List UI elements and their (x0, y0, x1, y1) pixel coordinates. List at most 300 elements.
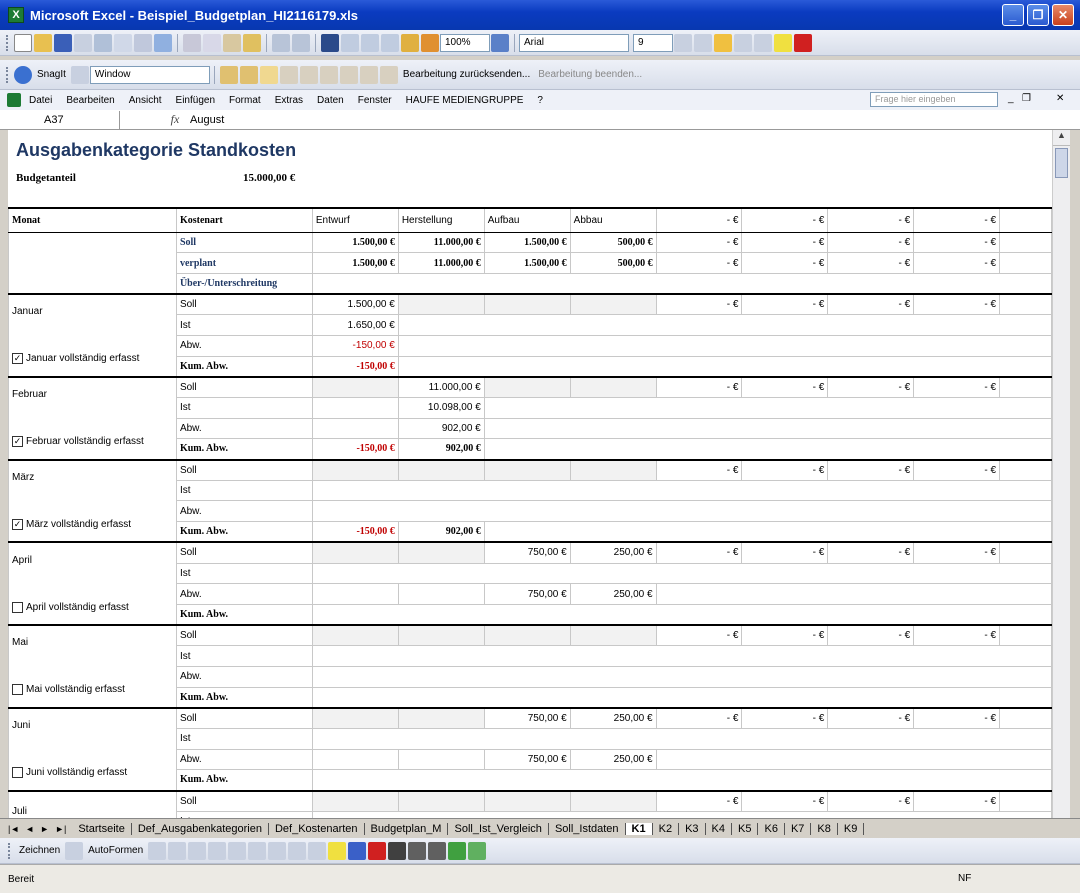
dash-cell[interactable]: - € (914, 377, 1000, 398)
cell[interactable] (312, 625, 398, 646)
summary-soll-entwurf[interactable]: 1.500,00 € (312, 232, 398, 253)
header-entwurf[interactable]: Entwurf (312, 208, 398, 232)
close-button[interactable]: ✕ (1052, 4, 1074, 26)
row-label-ist[interactable]: Ist (176, 315, 312, 336)
dash-cell[interactable]: - € (828, 542, 914, 563)
print-preview-icon[interactable] (134, 34, 152, 52)
februar-kum-herstellung[interactable]: 902,00 € (398, 439, 484, 460)
month-checkbox-april[interactable] (12, 602, 173, 613)
line-icon[interactable] (148, 842, 166, 860)
workbook-icon[interactable] (7, 93, 21, 107)
function-icon[interactable]: fx (170, 112, 180, 126)
summary-verplant-entwurf[interactable]: 1.500,00 € (312, 253, 398, 274)
menu-fenster[interactable]: Fenster (357, 94, 392, 106)
chart-wizard-icon[interactable] (401, 34, 419, 52)
month-cell-januar[interactable] (9, 294, 177, 377)
tab-next-icon[interactable]: ► (40, 823, 50, 834)
month-checkbox-januar[interactable] (12, 353, 173, 364)
menu-help[interactable]: ? (537, 94, 543, 106)
fill-color-icon[interactable] (328, 842, 346, 860)
spelling-icon[interactable] (154, 34, 172, 52)
toolbar-grip[interactable] (6, 35, 9, 51)
drawing-icon[interactable] (421, 34, 439, 52)
cell[interactable] (570, 791, 656, 812)
dash-cell[interactable]: - € (656, 708, 742, 729)
menu-datei[interactable]: Datei (29, 94, 53, 106)
cell[interactable] (570, 460, 656, 481)
menu-haufe[interactable]: HAUFE MEDIENGRUPPE (405, 94, 524, 106)
worksheet[interactable] (8, 130, 1052, 818)
review-icon-4[interactable] (280, 66, 298, 84)
clipart-icon[interactable] (288, 842, 306, 860)
review-icon-1[interactable] (220, 66, 238, 84)
dash-cell[interactable]: - € (656, 791, 742, 812)
row-label-abw[interactable]: Abw. (176, 501, 312, 522)
cell[interactable] (312, 460, 398, 481)
snagit-icon[interactable] (14, 66, 32, 84)
autosum-icon[interactable] (341, 34, 359, 52)
menu-ansicht[interactable]: Ansicht (128, 94, 162, 106)
month-cell-juni[interactable] (9, 708, 177, 791)
cell[interactable] (312, 418, 398, 439)
month-row-soll (9, 294, 1052, 315)
bold-icon[interactable] (674, 34, 692, 52)
month-checkbox-mai[interactable] (12, 684, 173, 695)
dash-cell[interactable]: - € (828, 460, 914, 481)
menu-einfuegen[interactable]: Einfügen (175, 94, 216, 106)
dash-cell[interactable]: - € (828, 625, 914, 646)
januar-ist-entwurf[interactable]: 1.650,00 € (312, 315, 398, 336)
cell[interactable] (312, 273, 1051, 294)
header-empty-3[interactable]: - € (828, 208, 914, 232)
month-checkbox-juni[interactable] (12, 767, 173, 778)
row-label-soll[interactable]: Soll (176, 625, 312, 646)
cell[interactable] (656, 749, 1051, 770)
cell[interactable] (570, 294, 656, 315)
tab-budgetplan-m[interactable]: Budgetplan_M (365, 823, 449, 835)
dash-cell[interactable]: - € (656, 294, 742, 315)
cell[interactable] (312, 584, 398, 605)
dash-cell[interactable]: - € (742, 377, 828, 398)
workbook-minimize-icon[interactable]: _ (1008, 93, 1014, 104)
dash-cell[interactable]: - € (914, 708, 1000, 729)
checkbox-checked-icon[interactable]: ✓ (13, 353, 22, 364)
month-cell-april[interactable] (9, 542, 177, 625)
februar-kum-entwurf[interactable]: -150,00 € (312, 439, 398, 460)
summary-verplant-abbau[interactable]: 500,00 € (570, 253, 656, 274)
cell[interactable] (398, 708, 484, 729)
header-empty-1[interactable]: - € (656, 208, 742, 232)
row-label-abw[interactable]: Abw. (176, 418, 312, 439)
dash-cell[interactable]: - € (742, 460, 828, 481)
row-label-soll[interactable]: Soll (176, 377, 312, 398)
cell[interactable] (312, 666, 1051, 687)
hyperlink-icon[interactable] (321, 34, 339, 52)
april-soll-aufbau[interactable]: 750,00 € (484, 542, 570, 563)
cell[interactable] (1000, 625, 1052, 646)
tab-k1[interactable]: K1 (626, 823, 653, 835)
cell[interactable] (398, 460, 484, 481)
tab-soll-istdaten[interactable]: Soll_Istdaten (549, 823, 626, 835)
arrow-icon[interactable] (168, 842, 186, 860)
cell[interactable] (570, 625, 656, 646)
cell[interactable] (1000, 791, 1052, 812)
row-label-ist[interactable] (176, 811, 312, 818)
row-label-soll[interactable]: Soll (176, 294, 312, 315)
extra-toolbar (0, 60, 1080, 90)
dash-cell[interactable]: - € (828, 791, 914, 812)
scroll-thumb[interactable] (1055, 148, 1068, 178)
cell[interactable] (1000, 377, 1052, 398)
copy-icon[interactable] (203, 34, 221, 52)
row-label-abw[interactable]: Abw. (176, 749, 312, 770)
juni-soll-aufbau[interactable]: 750,00 € (484, 708, 570, 729)
row-label-abw[interactable]: Abw. (176, 666, 312, 687)
cell[interactable] (312, 708, 398, 729)
dash-cell[interactable]: - € (742, 542, 828, 563)
summary-verplant-aufbau[interactable]: 1.500,00 € (484, 253, 570, 274)
menu-format[interactable]: Format (229, 94, 261, 106)
tab-def-ausgabenkategorien[interactable]: Def_Ausgabenkategorien (132, 823, 269, 835)
tab-k3[interactable]: K3 (679, 823, 705, 835)
cell[interactable] (484, 522, 1051, 543)
font-name-select[interactable]: Arial (519, 34, 629, 52)
cell[interactable] (484, 418, 1051, 439)
dash-cell[interactable]: - € (828, 232, 914, 253)
row-label-kum[interactable]: Kum. Abw. (176, 439, 312, 460)
line-style-icon[interactable] (388, 842, 406, 860)
shadow-icon[interactable] (448, 842, 466, 860)
zoom-select[interactable]: 100% (440, 34, 490, 52)
euro-icon[interactable] (754, 34, 772, 52)
cell[interactable] (312, 604, 1051, 625)
workbook-close-icon[interactable]: ✕ (1056, 93, 1065, 104)
row-label-soll[interactable]: Soll (176, 460, 312, 481)
header-herstellung[interactable]: Herstellung (398, 208, 484, 232)
restore-button[interactable]: ❐ (1027, 4, 1049, 26)
snagit-button[interactable]: SnagIt (37, 69, 66, 80)
cell[interactable] (656, 584, 1051, 605)
menu-extras[interactable]: Extras (274, 94, 304, 106)
autoshapes-button[interactable]: AutoFormen (88, 845, 144, 856)
summary-ueber-label[interactable]: Über-/Unterschreitung (176, 273, 312, 294)
cell[interactable] (1000, 208, 1052, 232)
permission-icon[interactable] (74, 34, 92, 52)
wordart-icon[interactable] (248, 842, 266, 860)
review-reply-button[interactable]: Bearbeitung zurücksenden... (402, 69, 531, 80)
dash-cell[interactable]: - € (828, 294, 914, 315)
april-soll-abbau[interactable]: 250,00 € (570, 542, 656, 563)
checkbox-checked-icon[interactable]: ✓ (13, 518, 22, 529)
dash-cell[interactable]: - € (914, 294, 1000, 315)
dash-cell[interactable]: - € (742, 708, 828, 729)
dash-cell[interactable]: - € (742, 253, 828, 274)
cell[interactable] (484, 439, 1051, 460)
month-checkbox-februar[interactable] (12, 436, 173, 447)
month-checkbox-maerz[interactable] (12, 519, 173, 530)
undo-icon[interactable] (272, 34, 290, 52)
review-end-button[interactable]: Bearbeitung beenden... (538, 69, 643, 80)
header-monat[interactable]: Monat (9, 208, 177, 232)
select-objects-icon[interactable] (65, 842, 83, 860)
tab-k2[interactable]: K2 (653, 823, 679, 835)
font-size-select[interactable]: 9 (633, 34, 673, 52)
dash-cell[interactable]: - € (742, 625, 828, 646)
januar-kum-entwurf[interactable]: -150,00 € (312, 356, 398, 377)
excel-app-icon[interactable]: X (8, 7, 24, 23)
cell[interactable] (398, 542, 484, 563)
toolbar-grip[interactable] (6, 67, 9, 83)
februar-ist-herstellung[interactable]: 10.098,00 € (398, 398, 484, 419)
diagram-icon[interactable] (268, 842, 286, 860)
review-icon-9[interactable] (380, 66, 398, 84)
month-row-soll (9, 625, 1052, 646)
checkbox-unchecked-icon[interactable] (12, 602, 23, 613)
name-box[interactable]: A37 (0, 111, 120, 129)
header-aufbau[interactable]: Aufbau (484, 208, 570, 232)
line-color-icon[interactable] (348, 842, 366, 860)
row-label-soll[interactable]: Soll (176, 708, 312, 729)
workbook-restore-icon[interactable]: ❐ (1022, 93, 1031, 104)
tab-startseite[interactable]: Startseite (72, 823, 131, 835)
april-abw-abbau[interactable]: 250,00 € (570, 584, 656, 605)
scroll-up-arrow-icon[interactable]: ▲ (1053, 130, 1070, 146)
dash-cell[interactable]: - € (656, 460, 742, 481)
tab-k7[interactable]: K7 (785, 823, 811, 835)
januar-abw-entwurf[interactable]: -150,00 € (312, 335, 398, 356)
vertical-scrollbar[interactable] (1052, 130, 1070, 818)
tab-first-icon[interactable]: |◄ (8, 823, 20, 834)
cell[interactable] (1000, 294, 1052, 315)
help-icon[interactable] (491, 34, 509, 52)
cell[interactable] (312, 749, 398, 770)
dash-cell[interactable]: - € (656, 542, 742, 563)
redo-icon[interactable] (292, 34, 310, 52)
dash-cell[interactable]: - € (914, 625, 1000, 646)
cell[interactable] (1000, 708, 1052, 729)
month-cell-maerz[interactable] (9, 460, 177, 543)
dash-style-icon[interactable] (408, 842, 426, 860)
formula-input[interactable]: August (190, 113, 225, 126)
checkbox-unchecked-icon[interactable] (12, 767, 23, 778)
textbox-icon[interactable] (228, 842, 246, 860)
cell[interactable] (1000, 460, 1052, 481)
paste-icon[interactable] (223, 34, 241, 52)
cell[interactable] (1000, 253, 1052, 274)
row-label-kum[interactable]: Kum. Abw. (176, 522, 312, 543)
email-icon[interactable] (94, 34, 112, 52)
open-folder-icon[interactable] (34, 34, 52, 52)
month-cell-mai[interactable] (9, 625, 177, 708)
cell[interactable] (312, 770, 1051, 791)
januar-soll-entwurf[interactable]: 1.500,00 € (312, 294, 398, 315)
dash-cell[interactable]: - € (828, 708, 914, 729)
cell[interactable] (1000, 232, 1052, 253)
save-icon[interactable] (54, 34, 72, 52)
budget-value[interactable]: 15.000,00 € (243, 172, 296, 184)
juni-soll-abbau[interactable]: 250,00 € (570, 708, 656, 729)
dash-cell[interactable]: - € (656, 232, 742, 253)
summary-soll-label[interactable]: Soll (176, 232, 312, 253)
sort-ascending-icon[interactable] (361, 34, 379, 52)
row-label-ist[interactable]: Ist (176, 398, 312, 419)
cell[interactable] (398, 749, 484, 770)
dash-cell[interactable]: - € (742, 294, 828, 315)
cell[interactable] (398, 584, 484, 605)
row-label-kum[interactable]: Kum. Abw. (176, 687, 312, 708)
picture-icon[interactable] (308, 842, 326, 860)
fill-color-icon[interactable] (774, 34, 792, 52)
tab-k5[interactable]: K5 (732, 823, 758, 835)
dash-cell[interactable]: - € (914, 542, 1000, 563)
cell[interactable] (484, 398, 1051, 419)
row-label-kum[interactable]: Kum. Abw. (176, 770, 312, 791)
cell[interactable] (9, 232, 177, 294)
tab-def-kostenarten[interactable]: Def_Kostenarten (269, 823, 365, 835)
row-label-abw[interactable]: Abw. (176, 584, 312, 605)
month-cell-juli[interactable] (9, 791, 177, 818)
cell[interactable] (398, 625, 484, 646)
maerz-kum-entwurf[interactable]: -150,00 € (312, 522, 398, 543)
cell[interactable] (398, 335, 1051, 356)
tab-k8[interactable]: K8 (811, 823, 837, 835)
row-label-ist[interactable]: Ist (176, 480, 312, 501)
oval-icon[interactable] (208, 842, 226, 860)
februar-soll-herstellung[interactable]: 11.000,00 € (398, 377, 484, 398)
align-left-icon[interactable] (714, 34, 732, 52)
review-icon-8[interactable] (360, 66, 378, 84)
month-name: Juni (12, 720, 31, 732)
dash-cell[interactable]: - € (742, 232, 828, 253)
maerz-kum-herstellung[interactable]: 902,00 € (398, 522, 484, 543)
cell[interactable] (1000, 542, 1052, 563)
cell[interactable] (484, 460, 570, 481)
checkbox-unchecked-icon[interactable] (12, 684, 23, 695)
rectangle-icon[interactable] (188, 842, 206, 860)
row-label-soll[interactable]: Soll (176, 791, 312, 812)
juni-abw-abbau[interactable]: 250,00 € (570, 749, 656, 770)
minimize-button[interactable]: _ (1002, 4, 1024, 26)
april-abw-aufbau[interactable]: 750,00 € (484, 584, 570, 605)
summary-soll-aufbau[interactable]: 1.500,00 € (484, 232, 570, 253)
draw-menu-button[interactable]: Zeichnen (19, 845, 61, 856)
align-center-icon[interactable] (734, 34, 752, 52)
dash-cell[interactable]: - € (656, 377, 742, 398)
italic-icon[interactable] (694, 34, 712, 52)
tab-last-icon[interactable]: ►| (55, 823, 67, 834)
help-search-input[interactable]: Frage hier eingeben (870, 92, 998, 107)
checkbox-checked-icon[interactable]: ✓ (13, 436, 22, 447)
dash-cell[interactable]: - € (656, 625, 742, 646)
tab-prev-icon[interactable]: ◄ (25, 823, 35, 834)
cell[interactable] (398, 356, 1051, 377)
row-label-ist[interactable]: Ist (176, 729, 312, 750)
dash-cell[interactable]: - € (914, 253, 1000, 274)
februar-abw-herstellung[interactable]: 902,00 € (398, 418, 484, 439)
cell[interactable] (312, 480, 1051, 501)
toolbar-grip[interactable] (8, 843, 11, 859)
sort-descending-icon[interactable] (381, 34, 399, 52)
tab-k9[interactable]: K9 (838, 823, 864, 835)
summary-soll-abbau[interactable]: 500,00 € (570, 232, 656, 253)
review-icon-6[interactable] (320, 66, 338, 84)
capture-target-select[interactable]: Window (90, 66, 210, 84)
header-empty-2[interactable]: - € (742, 208, 828, 232)
dash-cell[interactable]: - € (828, 377, 914, 398)
3d-icon[interactable] (468, 842, 486, 860)
cell[interactable] (312, 687, 1051, 708)
tab-k4[interactable]: K4 (706, 823, 732, 835)
row-label-ist[interactable]: Ist (176, 563, 312, 584)
summary-verplant-herstellung[interactable]: 11.000,00 € (398, 253, 484, 274)
review-icon-5[interactable] (300, 66, 318, 84)
capture-icon[interactable] (71, 66, 89, 84)
review-icon-2[interactable] (240, 66, 258, 84)
review-icon-7[interactable] (340, 66, 358, 84)
cell[interactable] (398, 791, 484, 812)
summary-verplant-label[interactable]: verplant (176, 253, 312, 274)
menu-bearbeiten[interactable]: Bearbeiten (66, 94, 115, 106)
cell[interactable] (312, 542, 398, 563)
cell[interactable] (484, 791, 570, 812)
cell[interactable] (312, 563, 1051, 584)
new-document-icon[interactable] (14, 34, 32, 52)
row-label-ist[interactable]: Ist (176, 646, 312, 667)
cell[interactable] (312, 811, 1051, 818)
header-kostenart[interactable]: Kostenart (176, 208, 312, 232)
dash-cell[interactable]: - € (656, 253, 742, 274)
row-label-abw[interactable]: Abw. (176, 335, 312, 356)
menu-daten[interactable]: Daten (317, 94, 344, 106)
arrow-style-icon[interactable] (428, 842, 446, 860)
summary-soll-herstellung[interactable]: 11.000,00 € (398, 232, 484, 253)
cell[interactable] (312, 377, 398, 398)
juni-abw-aufbau[interactable]: 750,00 € (484, 749, 570, 770)
cell[interactable] (484, 377, 570, 398)
dash-cell[interactable]: - € (914, 232, 1000, 253)
cell[interactable] (312, 646, 1051, 667)
review-icon-3[interactable] (260, 66, 278, 84)
row-label-soll[interactable]: Soll (176, 542, 312, 563)
row-label-kum[interactable]: Kum. Abw. (176, 356, 312, 377)
cell[interactable] (398, 315, 1051, 336)
cell[interactable] (398, 294, 484, 315)
month-cell-februar[interactable] (9, 377, 177, 460)
dash-cell[interactable]: - € (742, 791, 828, 812)
tab-soll-ist-vergleich[interactable]: Soll_Ist_Vergleich (448, 823, 548, 835)
dash-cell[interactable]: - € (914, 791, 1000, 812)
cut-icon[interactable] (183, 34, 201, 52)
cell[interactable] (312, 398, 398, 419)
tab-k6[interactable]: K6 (758, 823, 784, 835)
dash-cell[interactable]: - € (914, 460, 1000, 481)
font-color-icon[interactable] (794, 34, 812, 52)
cell[interactable] (484, 294, 570, 315)
month-row-soll (9, 791, 1052, 812)
cell[interactable] (312, 729, 1051, 750)
cell[interactable] (484, 625, 570, 646)
header-abbau[interactable]: Abbau (570, 208, 656, 232)
cell[interactable] (570, 377, 656, 398)
cell[interactable] (312, 791, 398, 812)
dash-cell[interactable]: - € (828, 253, 914, 274)
print-icon[interactable] (114, 34, 132, 52)
font-color-icon[interactable] (368, 842, 386, 860)
row-label-kum[interactable]: Kum. Abw. (176, 604, 312, 625)
header-empty-4[interactable]: - € (914, 208, 1000, 232)
cell[interactable] (312, 501, 1051, 522)
format-painter-icon[interactable] (243, 34, 261, 52)
